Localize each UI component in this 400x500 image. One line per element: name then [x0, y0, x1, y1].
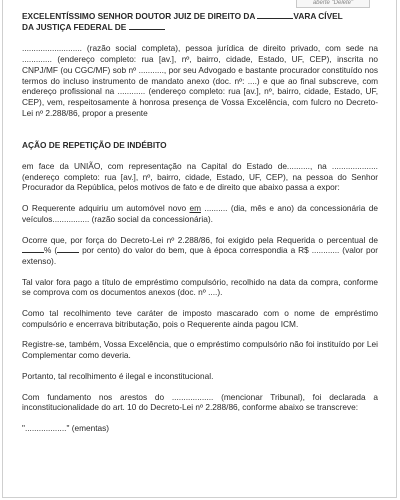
ementas-paragraph: ".................." (ementas): [22, 422, 110, 433]
registre-paragraph: Registre-se, também, Vossa Excelência, que o empréstimo compulsório não foi instituído por Lei Complementar como deveria.: [22, 339, 378, 361]
valor-paragraph: Tal valor fora pago a título de empréstimo compulsório, recolhido na data da compra, conforme se comprova com os documentos anexos (doc. nº ....).: [22, 276, 378, 298]
address-text-1: EXCELENTÍSSIMO SENHOR DOUTOR JUIZ DE DIREITO DA: [22, 11, 256, 21]
delete-note: aberte "Delete": [296, 0, 370, 8]
federal-blank: [129, 22, 165, 30]
percent-words-blank: [57, 245, 79, 253]
action-title: AÇÃO DE REPETIÇÃO DE INDÉBITO: [22, 140, 167, 151]
intro-paragraph: .......................... (razão social completa), pessoa jurídica de direito privado, com sede na ............. (endereço completo: rua [av.], nº, bairro, cidade, Estado, UF, CEP), inscrita no CNPJ/MF (ou CGC/MF) sob nº ..........., por seu Advogado e bastante procurador constituído nos termos do incluso instrumento de mandato anexo (doc. nº: ....) e que ao final subscreve, com endereço profissional na ............ (endereço completo: rua [av.], nº, bairro, cidade, Estado, UF, CEP), vem, respeitosamente à honrosa presença de Vossa Excelência, com fulcro no Decreto-Lei nº 2.288/86, propor a presente: [22, 43, 378, 118]
address-text-2: VARA CÍVEL: [293, 11, 343, 21]
arestos-paragraph: Com fundamento nos arestos do .................. (mencionar Tribunal), foi declarada a inconstitucionalidade do art. 10 do Decreto-Lei nº 2.288/86, conforme abaixo se transcreve:: [22, 391, 378, 413]
decreto-paragraph: Ocorre que, por força do Decreto-Lei nº 2.288/86, foi exigido pela Requerida o percentual de % ( por cento) do valor do bem, que à época correspondia a R$ ............ (valor por extenso).: [22, 234, 378, 266]
portanto-paragraph: Portanto, tal recolhimento é ilegal e inconstitucional.: [22, 370, 214, 381]
em-underlined: em: [189, 203, 201, 214]
imposto-paragraph: Como tal recolhimento teve caráter de imposto mascarado com o nome de empréstimo compulsório e encerrava bitributação, pois o Requerente ainda pagou ICM.: [22, 308, 378, 329]
address-text-3: DA JUSTIÇA FEDERAL DE: [22, 21, 127, 32]
address-line-1: [22, 11, 378, 22]
address-line-2: [22, 22, 378, 33]
vara-blank: [257, 11, 293, 19]
automovel-paragraph: O Requerente adquiriu um automóvel novo em .......... (dia, mês e ano) da concessionária de veículos................ (razão social da concessionária).: [22, 203, 378, 224]
document-body: [22, 11, 378, 434]
percent-blank: [22, 245, 44, 253]
uniao-paragraph: em face da UNIÃO, com representação na Capital do Estado de.........., na ....................(endereço completo: rua [av.], nº, bairro, cidade, Estado, UF, CEP), na pessoa do Senhor Procurador da República, pelos motivos de fato e de direito que abaixo passa a expor:: [22, 161, 378, 193]
